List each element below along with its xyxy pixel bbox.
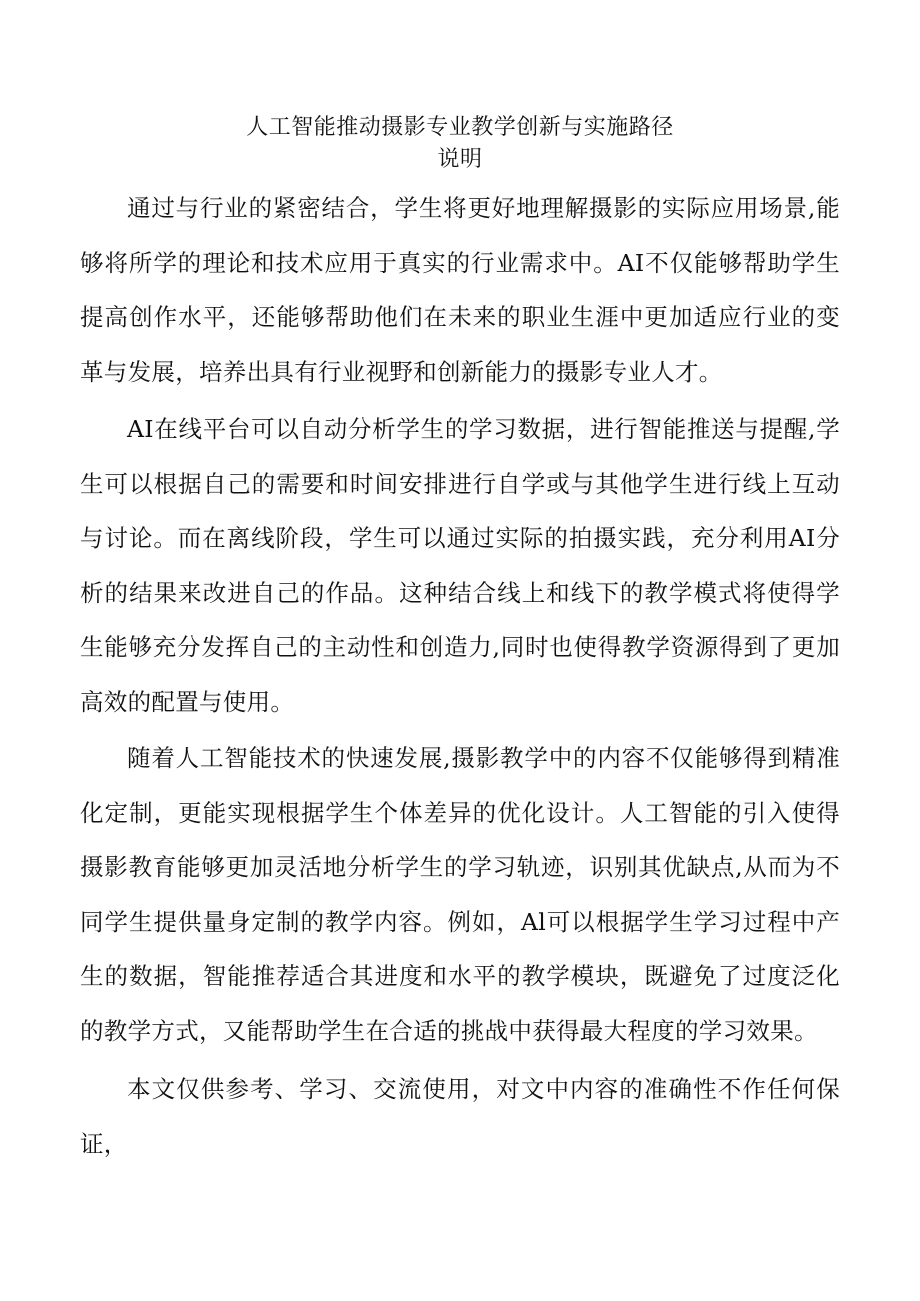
body-paragraph-3: 随着人工智能技术的快速发展,摄影教学中的内容不仅能够得到精准化定制，更能实现根据学生个体差异的优化设计。人工智能的引入使得摄影教育能够更加灵活地分析学生的学习轨迹，识别其优缺点,从而为不同学生提供量身定制的教学内容。例如，Al可以根据学生学习过程中产生的数据，智能推荐适合其进度和水平的教学模块，既避免了过度泛化的教学方式，又能帮助学生在合适的挑战中获得最大程度的学习效果。 bbox=[80, 744, 840, 1045]
body-paragraph-2: AI在线平台可以自动分析学生的学习数据，进行智能推送与提醒,学生可以根据自己的需要和时间安排进行自学或与其他学生进行线上互动与讨论。而在离线阶段，学生可以通过实际的拍摄实践，充分利用AI分析的结果来改进自己的作品。这种结合线上和线下的教学模式将使得学生能够充分发挥自己的主动性和创造力,同时也使得教学资源得到了更加高效的配置与使用。 bbox=[80, 415, 840, 716]
document-title: 人工智能推动摄影专业教学创新与实施路径 bbox=[246, 115, 674, 140]
document-subtitle: 说明 bbox=[437, 147, 483, 172]
body-paragraph-1: 通过与行业的紧密结合，学生将更好地理解摄影的实际应用场景,能够将所学的理论和技术应用于真实的行业需求中。AI不仅能够帮助学生提高创作水平，还能够帮助他们在未来的职业生涯中更加适应行业的变革与发展，培养出具有行业视野和创新能力的摄影专业人才。 bbox=[80, 194, 840, 386]
body-paragraph-4: 本文仅供参考、学习、交流使用，对文中内容的准确性不作任何保证， bbox=[80, 1075, 840, 1158]
